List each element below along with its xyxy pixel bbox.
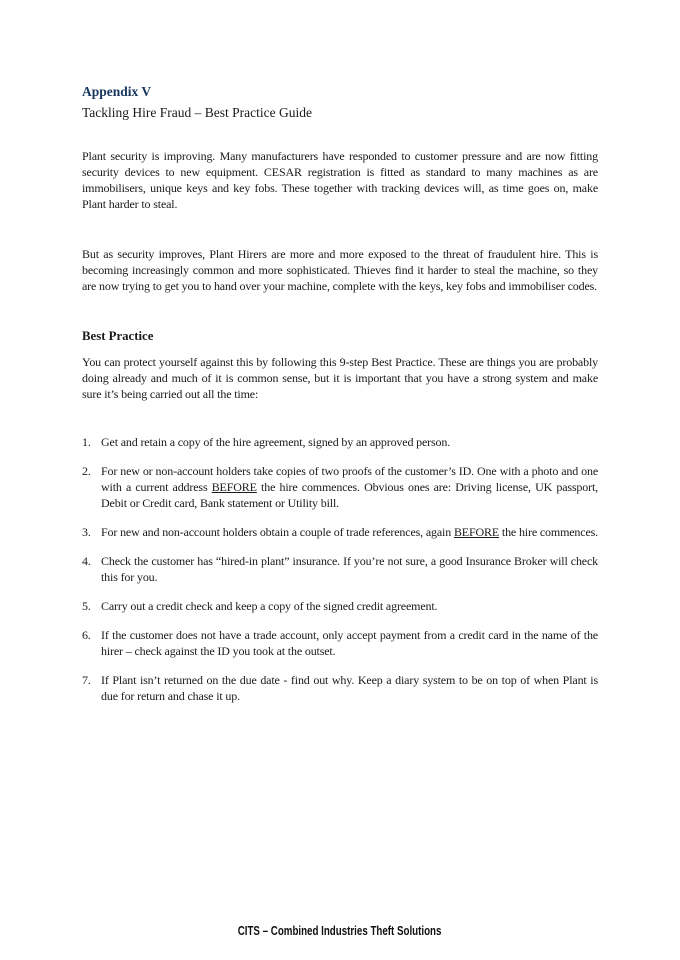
paragraph-plant-security: Plant security is improving. Many manufacturers have responded to customer pressure and are now fitting security devices to new equipment. CESAR registration is fitted as standard to many machines as are immobilisers, unique keys and key fobs. These together with tracking devices will, as time goes on, make Plant harder to steal. <box>82 149 598 211</box>
list-item <box>82 463 598 511</box>
list-item-number: 1. <box>82 435 91 449</box>
paragraph-fraudulent-hire: But as security improves, Plant Hirers are more and more exposed to the threat of fraudulent hire. This is becoming increasingly common and more sophisticated. Thieves find it harder to steal the machine, so they are now trying to get you to hand over your machine, complete with the keys, key fobs and immobiliser codes. <box>82 247 598 293</box>
list-item <box>82 434 598 450</box>
list-item-number: 7. <box>82 673 91 687</box>
list-item <box>82 524 598 540</box>
list-item-text: Get and retain a copy of the hire agreement, signed by an approved person. <box>101 435 451 449</box>
list-item-text: If Plant isn’t returned on the due date - find out why. Keep a diary system to be on top of when Plant is due for return and chase it up. <box>101 673 598 703</box>
list-item-text: For new or non-account holders take copies of two proofs of the customer’s ID. One with a photo and one with a current address BEFORE the hire commences. Obvious ones are: Driving license, UK passport, Debit or Credit card, Bank statement or Utility bill. <box>101 464 598 510</box>
footer-text: CITS – Combined Industries Theft Solutions <box>238 924 442 938</box>
document-content <box>82 84 598 717</box>
section-intro: You can protect yourself against this by following this 9-step Best Practice. These are things you are probably doing already and much of it is common sense, but it is important that you have a strong system and make sure it’s being carried out all the time: <box>82 355 598 401</box>
list-item-text: If the customer does not have a trade account, only accept payment from a credit card in the name of the hirer – check against the ID you took at the outset. <box>101 628 598 658</box>
list-item-number: 5. <box>82 599 91 613</box>
list-item-text: Carry out a credit check and keep a copy of the signed credit agreement. <box>101 599 438 613</box>
appendix-heading: Appendix V <box>82 84 152 99</box>
list-item-text: For new and non-account holders obtain a couple of trade references, again BEFORE the hire commences. <box>101 525 599 539</box>
list-item-number: 3. <box>82 525 91 539</box>
list-item <box>82 598 598 614</box>
list-item <box>82 627 598 659</box>
list-item <box>82 672 598 704</box>
best-practice-list <box>82 434 598 704</box>
list-item-number: 4. <box>82 554 91 568</box>
page-footer <box>0 922 680 940</box>
list-item-number: 6. <box>82 628 91 642</box>
list-item-text: Check the customer has “hired-in plant” insurance. If you’re not sure, a good Insurance Broker will check this for you. <box>101 554 598 584</box>
list-item <box>82 553 598 585</box>
section-heading-best-practice: Best Practice <box>82 329 154 343</box>
document-title: Tackling Hire Fraud – Best Practice Guide <box>82 105 312 120</box>
list-item-number: 2. <box>82 464 91 478</box>
